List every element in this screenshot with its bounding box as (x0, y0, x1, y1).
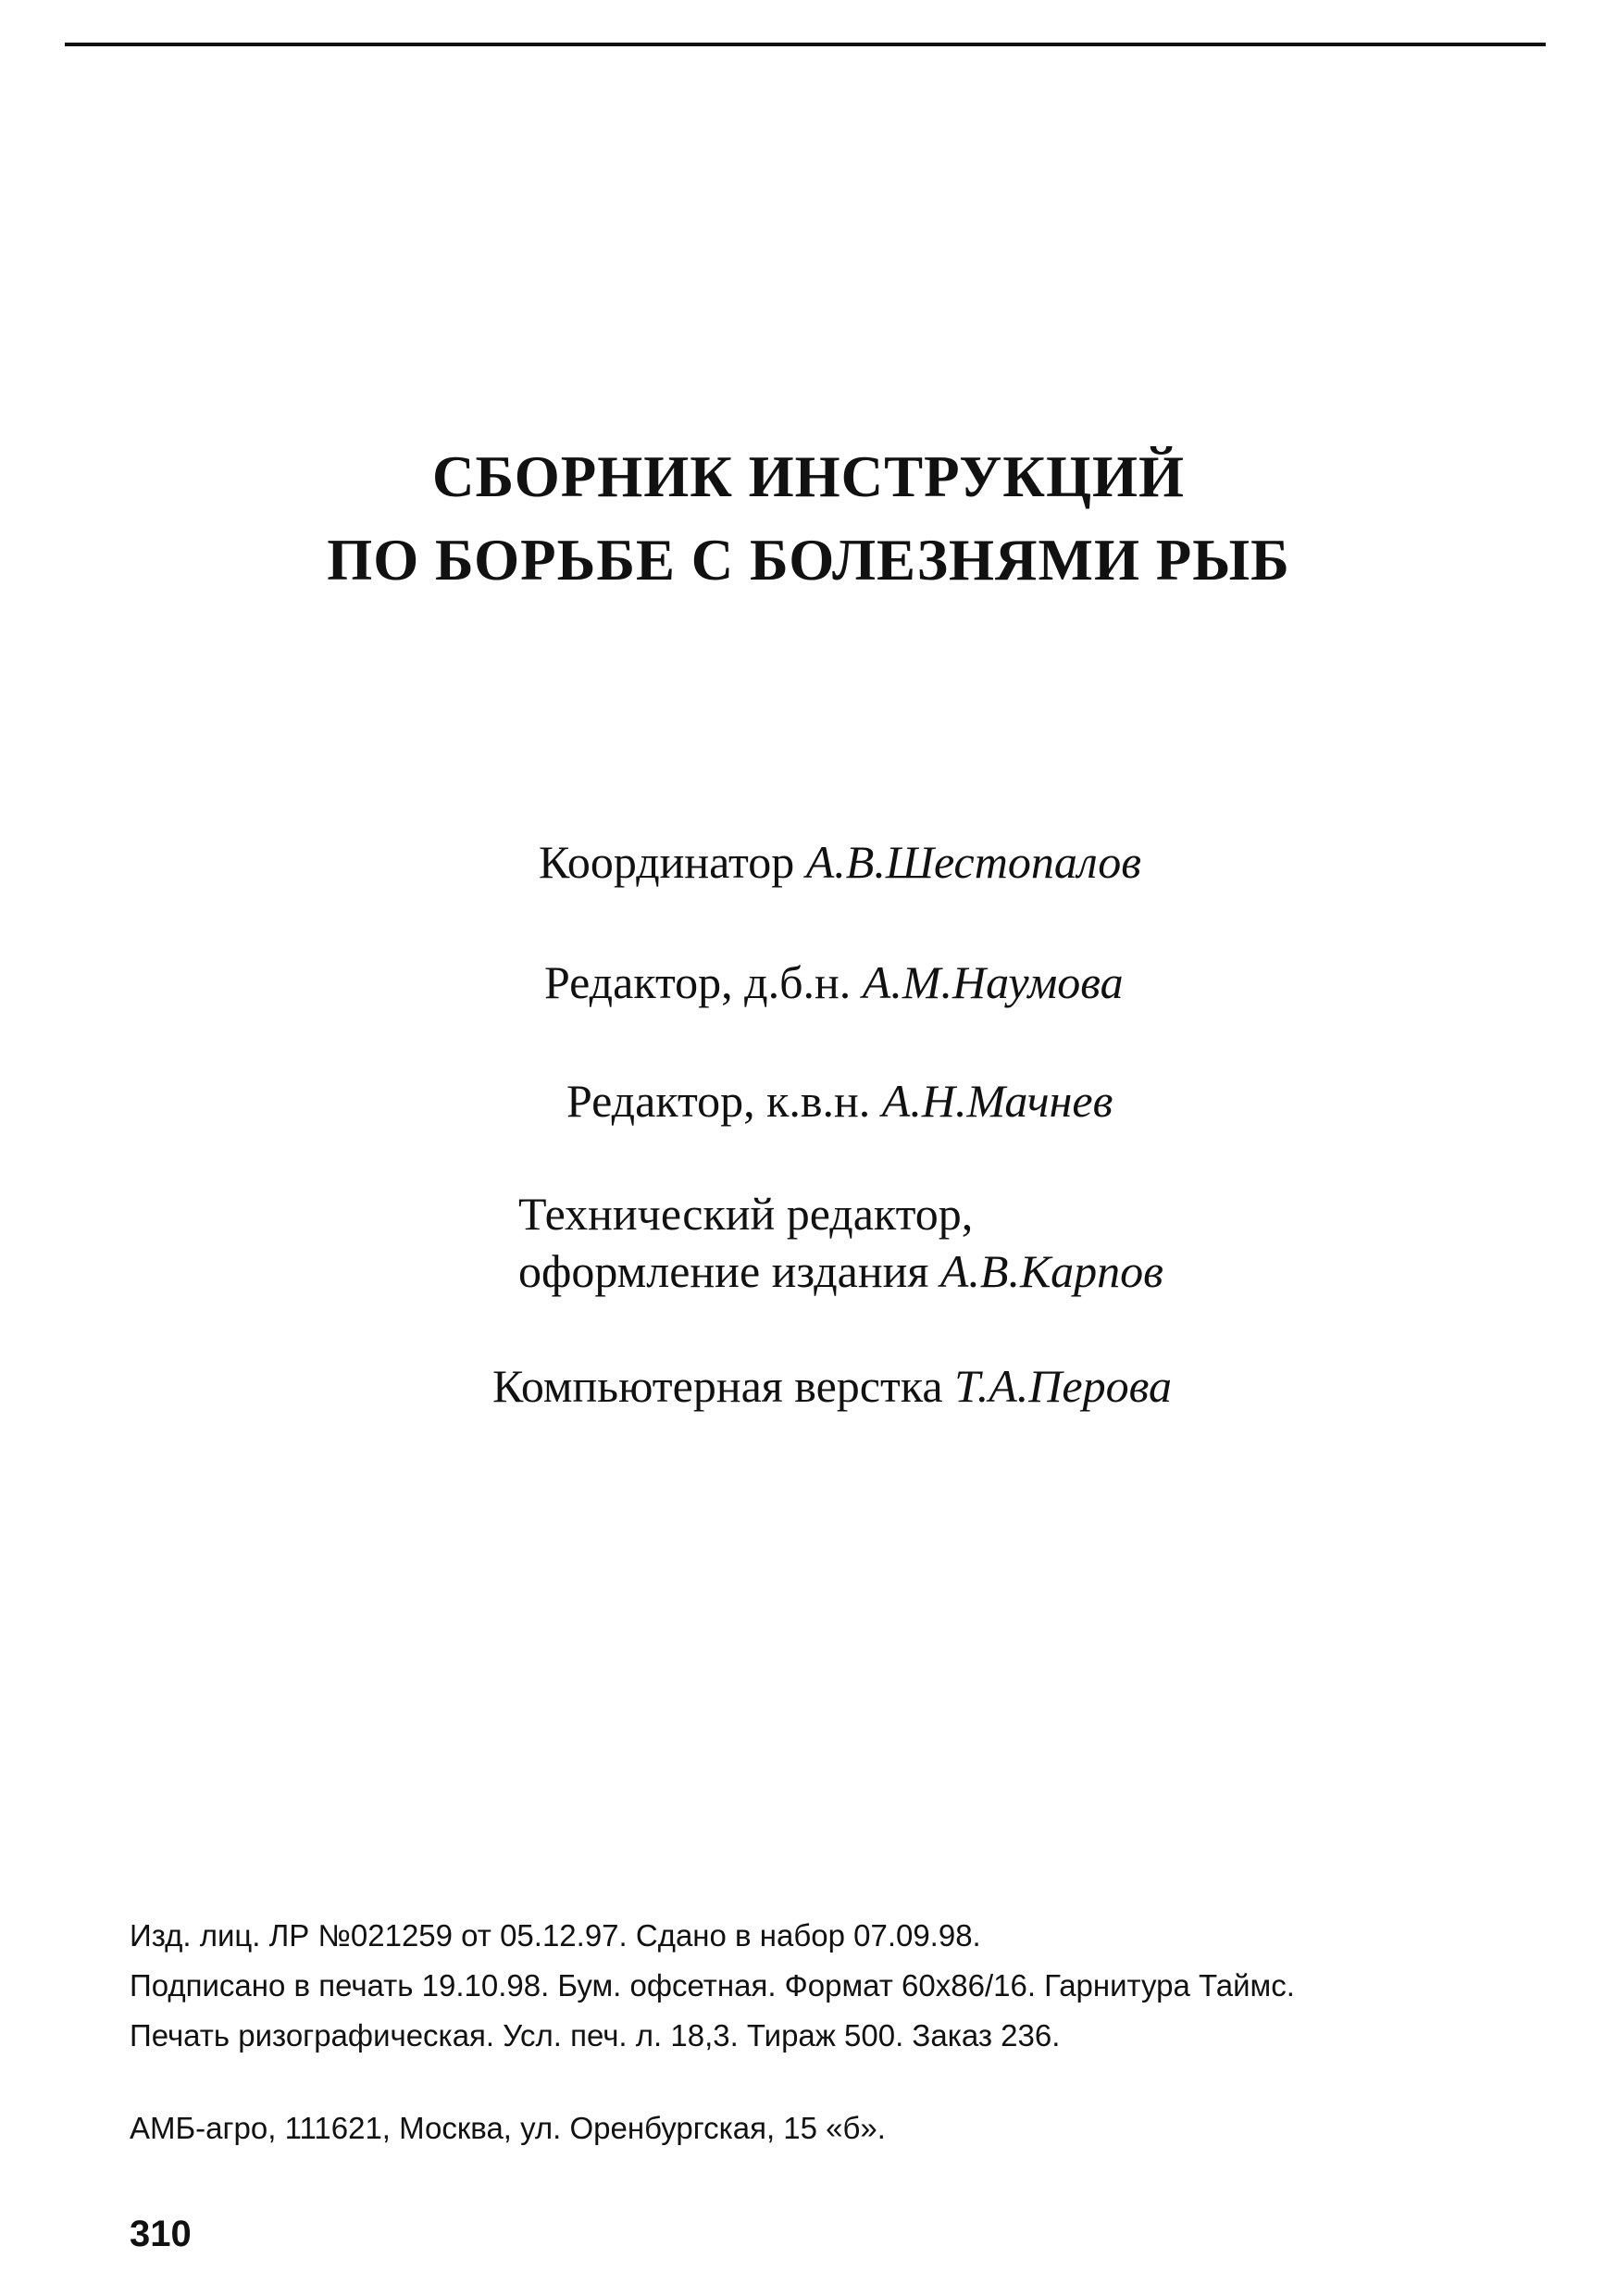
credit-layout (492, 1357, 1172, 1415)
credit-role: Координатор (539, 836, 795, 888)
credit-role: Редактор, д.б.н. (544, 956, 852, 1008)
book-title-line-2: ПО БОРЬБЕ С БОЛЕЗНЯМИ РЫБ (327, 528, 1290, 593)
credit-name: А.В.Карпов (939, 1245, 1163, 1297)
credit-name: А.В.Шестопалов (805, 836, 1141, 888)
credit-name: А.Н.Мачнев (881, 1075, 1113, 1127)
credit-role: Редактор, к.в.н. (566, 1075, 871, 1127)
credit-role: оформление издания (518, 1245, 929, 1297)
credit-editor-2 (566, 1072, 1113, 1129)
credit-technical-editor (518, 1185, 1163, 1300)
imprint-line-2: Подписано в печать 19.10.98. Бум. офсетная. Формат 60х86/16. Гарнитура Таймс. (130, 1968, 1295, 2003)
imprint-line-3: Печать ризографическая. Усл. печ. л. 18,3. Тираж 500. Заказ 236. (130, 2018, 1061, 2053)
credit-name: А.М.Наумова (862, 956, 1124, 1008)
credit-name: Т.А.Перова (954, 1360, 1172, 1412)
credit-coordinator (539, 833, 1141, 891)
imprint-line-1: Изд. лиц. ЛР №021259 от 05.12.97. Сдано в набор 07.09.98. (130, 1918, 981, 1953)
credit-editor-1 (544, 954, 1124, 1011)
credit-role: Компьютерная верстка (492, 1360, 943, 1412)
book-title-line-1: СБОРНИК ИНСТРУКЦИЙ (431, 444, 1185, 509)
book-title (0, 435, 1617, 602)
credit-role: Технический редактор, (518, 1188, 974, 1240)
page-number: 310 (130, 2214, 192, 2254)
top-rule (65, 43, 1546, 46)
publisher-address: АМБ-агро, 111621, Москва, ул. Оренбургская, 15 «б». (130, 2111, 886, 2145)
